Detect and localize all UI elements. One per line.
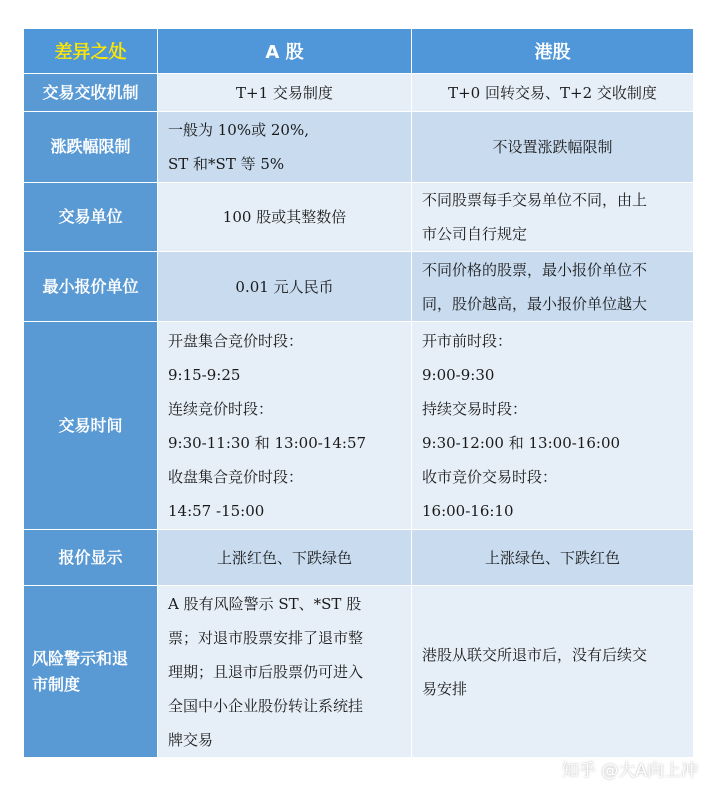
cell-line: 牌交易 (168, 730, 214, 749)
cell-line: 开盘集合竞价时段： (168, 331, 304, 350)
row-label: 交易时间 (24, 322, 158, 530)
cell-line: 不同股票每手交易单位不同，由上 (422, 191, 648, 209)
cell-line: 同，股价越高，最小报价单位越大 (422, 294, 648, 313)
cell-line: 连续竞价时段： (168, 399, 274, 418)
cell-line: 9:30-12:00 和 13:00-16:00 (422, 433, 621, 452)
header-difference: 差异之处 (24, 29, 158, 74)
row-label: 最小报价单位 (24, 252, 158, 322)
comparison-table (23, 28, 694, 758)
a-share-cell (158, 74, 412, 112)
row-label: 交易交收机制 (24, 74, 158, 112)
cell-line: 收盘集合竞价时段： (168, 467, 304, 486)
cell-line: 上涨绿色、下跌红色 (484, 548, 620, 567)
cell-line: 开市前时段： (422, 331, 513, 350)
hk-share-cell (412, 322, 694, 530)
header-hk-share: 港股 (412, 29, 694, 74)
hk-share-cell (412, 112, 694, 183)
a-share-cell (158, 183, 412, 252)
a-share-cell (158, 586, 412, 758)
header-a-share: A 股 (158, 29, 412, 74)
label-line: 市制度 (32, 674, 81, 694)
a-share-cell (158, 530, 412, 586)
cell-line: T+0 回转交易、T+2 交收制度 (448, 83, 657, 102)
a-share-cell (158, 252, 412, 322)
a-share-cell (158, 322, 412, 530)
cell-line: T+1 交易制度 (236, 83, 333, 102)
row-label: 交易单位 (24, 183, 158, 252)
cell-line: 理期；且退市后股票仍可进入 (168, 662, 364, 681)
cell-line: 不同价格的股票，最小报价单位不 (422, 260, 648, 279)
row-label: 报价显示 (24, 530, 158, 586)
cell-line: 100 股或其整数倍 (222, 208, 347, 226)
table-row (24, 530, 694, 586)
a-share-cell (158, 112, 412, 183)
cell-line: 9:15-9:25 (168, 365, 241, 384)
cell-line: 收市竞价交易时段： (422, 467, 558, 486)
hk-share-cell (412, 183, 694, 252)
cell-line: 一般为 10%或 20%, (168, 121, 309, 139)
cell-line: 不设置涨跌幅限制 (492, 138, 613, 156)
hk-share-cell (412, 74, 694, 112)
cell-line: 港股从联交所退市后，没有后续交 (422, 645, 648, 664)
table-row (24, 322, 694, 530)
hk-share-cell (412, 530, 694, 586)
table-row (24, 586, 694, 758)
cell-line: 持续交易时段： (422, 399, 528, 418)
cell-line: 票；对退市股票安排了退市整 (168, 628, 364, 647)
watermark: 知乎 @大A向上冲 (561, 761, 698, 781)
cell-line: ST 和*ST 等 5% (168, 155, 285, 173)
cell-line: 14:57 -15:00 (168, 501, 265, 520)
cell-line: 上涨红色、下跌绿色 (216, 548, 352, 567)
cell-line: A 股有风险警示 ST、*ST 股 (168, 594, 362, 613)
cell-line: 9:00-9:30 (422, 365, 495, 384)
cell-line: 16:00-16:10 (422, 501, 514, 520)
hk-share-cell (412, 252, 694, 322)
label-line: 风险警示和退 (32, 648, 129, 668)
table-row (24, 112, 694, 183)
table-row (24, 252, 694, 322)
hk-share-cell (412, 586, 694, 758)
header-row (24, 29, 694, 74)
row-label: 涨跌幅限制 (24, 112, 158, 183)
cell-line: 全国中小企业股份转让系统挂 (168, 696, 364, 715)
cell-line: 市公司自行规定 (422, 225, 528, 243)
cell-line: 0.01 元人民币 (235, 277, 334, 296)
row-label (24, 586, 158, 758)
cell-line: 9:30-11:30 和 13:00-14:57 (168, 433, 367, 452)
table-row (24, 183, 694, 252)
cell-line: 易安排 (422, 679, 468, 698)
table-row (24, 74, 694, 112)
